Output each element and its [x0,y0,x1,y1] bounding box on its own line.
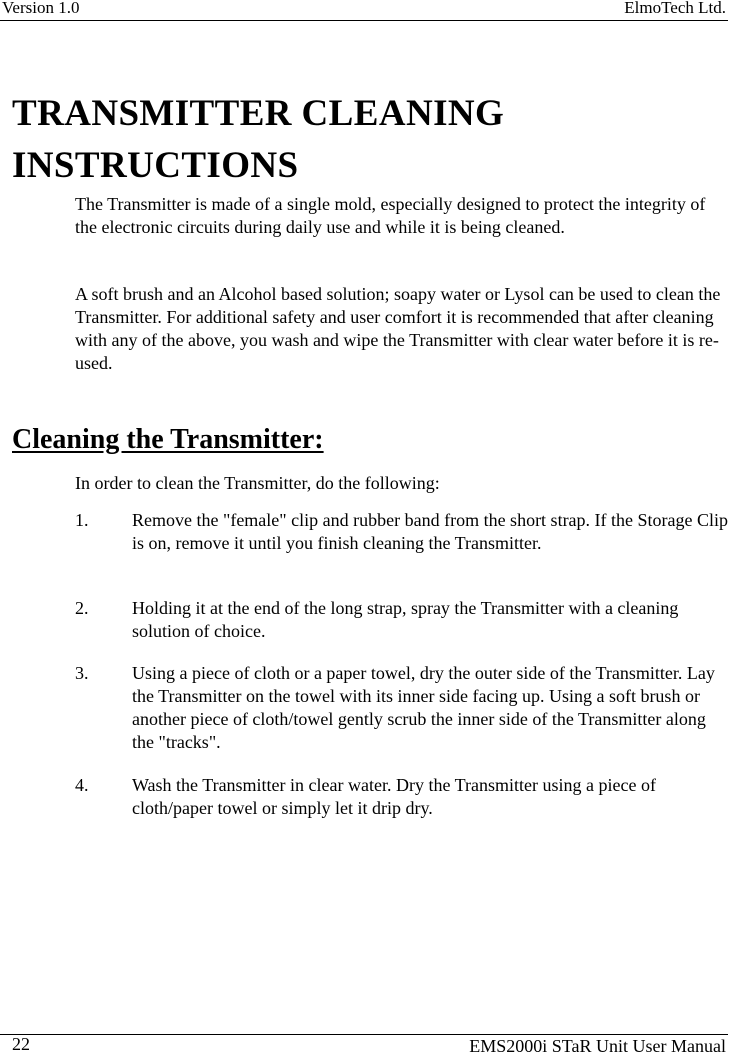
section-heading: Cleaning the Transmitter: [12,424,324,455]
step-number: 4. [75,775,89,795]
intro-paragraph-2: A soft brush and an Alcohol based solution; soapy water or Lysol can be used to clean the Transmitter. For additional safety and user comfort it is recommended that after cleaning with any of the above, you wash and wipe the Transmitter with clear water before it is re-used. [75,284,721,373]
section-lead: In order to clean the Transmitter, do the following: [75,473,440,493]
page-footer [0,1036,728,1056]
step-text: Holding it at the end of the long strap, spray the Transmitter with a cleaning solution of choice. [132,598,679,641]
step-text: Using a piece of cloth or a paper towel, dry the outer side of the Transmitter. Lay the Transmitter on the towel with its inner side facing up. Using a soft brush or another piece of cloth/towel gently scrub the inner side of the Transmitter along the "tracks". [132,663,715,752]
step-number: 1. [75,510,89,530]
step-text: Remove the "female" clip and rubber band from the short strap. If the Storage Clip is on, remove it until you finish cleaning the Transmitter. [132,510,729,553]
step-number: 2. [75,598,89,618]
step-text: Wash the Transmitter in clear water. Dry the Transmitter using a piece of cloth/paper towel or simply let it drip dry. [132,775,656,818]
company-name: ElmoTech Ltd. [624,0,726,17]
footer-divider [0,1034,728,1035]
page-title: TRANSMITTER CLEANING INSTRUCTIONS [12,93,505,186]
step-number: 3. [75,663,89,683]
intro-paragraph-1: The Transmitter is made of a single mold, especially designed to protect the integrity of the electronic circuits during daily use and while it is being cleaned. [75,194,706,237]
page-number: 22 [12,1034,30,1054]
version-label: Version 1.0 [2,0,80,17]
page-header [0,0,728,21]
manual-title: EMS2000i STaR Unit User Manual [469,1036,726,1056]
